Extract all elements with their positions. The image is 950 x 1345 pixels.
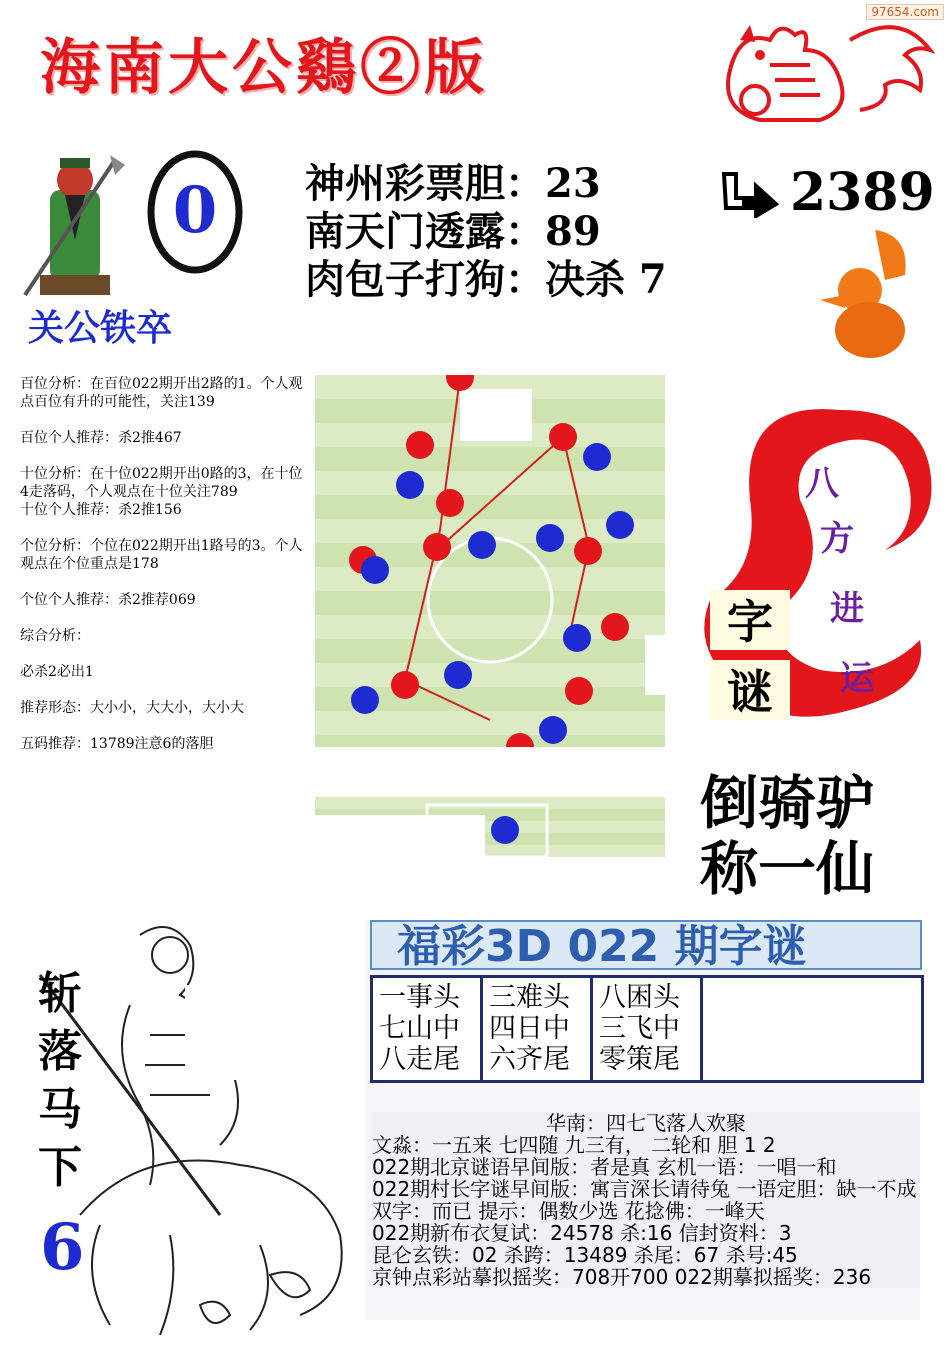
tip-value: 89 — [545, 208, 601, 255]
tip-row — [305, 256, 667, 304]
info-line: 京钟点彩站摹拟摇奖：708开700 022期摹拟摇奖：236 — [372, 1265, 872, 1289]
analysis-paragraph: 个位分析：个位在022期开出1路号的3。个人观点在个位重点是178 — [20, 538, 303, 572]
guan-label: 关公铁卒 — [28, 307, 173, 349]
riddle-swirl-graphic — [680, 390, 945, 790]
soccer-field-goal-area — [315, 797, 665, 857]
big-number: 2389 — [790, 162, 935, 223]
guan-gong-illustration-icon — [20, 150, 130, 300]
grid-line: 三难头 — [489, 982, 570, 1013]
riddle-grid — [370, 975, 924, 1083]
info-line: 022期北京谜语早间版：者是真 玄机一语：一唱一和 — [372, 1155, 837, 1179]
zero-oval-icon — [145, 150, 245, 275]
vertical-char: 落 — [38, 1026, 82, 1077]
grid-line: 一事头 — [379, 982, 460, 1013]
analysis-paragraph: 十位分析：在十位022期开出0路的3，在十位4走落码，个人观点在十位关注789 — [20, 466, 303, 500]
info-line: 022期新布衣复试：24578 杀:16 信封资料：3 — [372, 1221, 792, 1245]
zero-digit: 0 — [172, 173, 218, 248]
arrow-right-icon — [720, 168, 780, 218]
analysis-paragraph: 综合分析： — [20, 628, 90, 644]
analysis-paragraph: 必杀2必出1 — [20, 664, 94, 680]
riddle-zi: 字 — [727, 595, 773, 649]
tip-row — [305, 160, 667, 208]
grid-line: 八走尾 — [379, 1044, 460, 1075]
grid-cell — [483, 978, 593, 1080]
riddle-char: 方 — [820, 519, 854, 559]
tip-value: 决杀 7 — [545, 256, 667, 303]
panel-title: 福彩3D 022 期字谜 — [397, 921, 807, 970]
grid-line: 七山中 — [379, 1013, 460, 1044]
poem-line: 倒骑驴 — [700, 769, 875, 837]
grid-line: 六齐尾 — [489, 1044, 570, 1075]
tip-label: 神州彩票胆： — [305, 160, 545, 207]
rooster-papercut-icon — [700, 10, 940, 130]
grid-cell-empty — [703, 978, 921, 1080]
info-line: 昆仑玄铁：02 杀跨：13489 杀尾：67 杀号:45 — [372, 1243, 798, 1267]
info-line: 022期村长字谜早间版：寓言深长请待兔 一语定胆：缺一不成 — [372, 1177, 917, 1201]
riddle-mi: 谜 — [727, 665, 773, 719]
vertical-text — [38, 965, 88, 1197]
warrior-number: 6 — [40, 1210, 85, 1285]
page-title: 海南大公鷄②版 — [40, 33, 488, 103]
grid-cell — [373, 978, 483, 1080]
info-line: 文淼：一五来 七四随 九三有， 二轮和 胆 1 2 — [372, 1133, 776, 1157]
tip-label: 肉包子打狗： — [305, 256, 545, 303]
orange-figure-icon — [815, 220, 915, 360]
tip-label: 南天门透露： — [305, 208, 545, 255]
info-lines — [372, 1112, 920, 1288]
analysis-paragraph: 五码推荐：13789注意6的落胆 — [20, 736, 214, 752]
panel-header — [370, 920, 922, 970]
tip-row — [305, 208, 667, 256]
vertical-char: 斩 — [38, 968, 82, 1019]
blank-patch — [185, 985, 325, 1080]
soccer-field-diagram — [315, 375, 665, 747]
analysis-paragraph: 百位个人推荐：杀2推467 — [20, 430, 182, 446]
analysis-paragraph: 推荐形态：大小小，大大小，大小大 — [20, 700, 244, 716]
analysis-paragraph: 十位个人推荐：杀2推156 — [20, 502, 182, 518]
grid-line: 八困头 — [599, 982, 680, 1013]
grid-line: 三飞中 — [599, 1013, 680, 1044]
tips-block — [305, 160, 667, 304]
grid-line: 零策尾 — [599, 1044, 680, 1075]
riddle-char: 进 — [830, 589, 864, 629]
riddle-char: 运 — [840, 659, 874, 699]
info-line: 双字：而已 提示：偶数少选 花捻佛：一峰天 — [372, 1199, 765, 1223]
analysis-paragraph: 百位分析：在百位022期开出2路的1。个人观点百位有升的可能性，关注139 — [20, 376, 303, 410]
poem-block — [700, 770, 874, 902]
analysis-text — [20, 375, 310, 771]
riddle-char: 八 — [805, 464, 839, 504]
grid-cell — [593, 978, 703, 1080]
analysis-paragraph: 个位个人推荐：杀2推荐069 — [20, 592, 196, 608]
vertical-char: 下 — [38, 1142, 82, 1193]
vertical-char: 马 — [38, 1084, 82, 1135]
poem-line: 称一仙 — [700, 835, 875, 903]
info-line: 华南：四七飞落人欢聚 — [546, 1111, 746, 1135]
site-watermark: 97654.com — [866, 4, 944, 20]
grid-line: 四日中 — [489, 1013, 570, 1044]
tip-value: 23 — [545, 160, 601, 207]
